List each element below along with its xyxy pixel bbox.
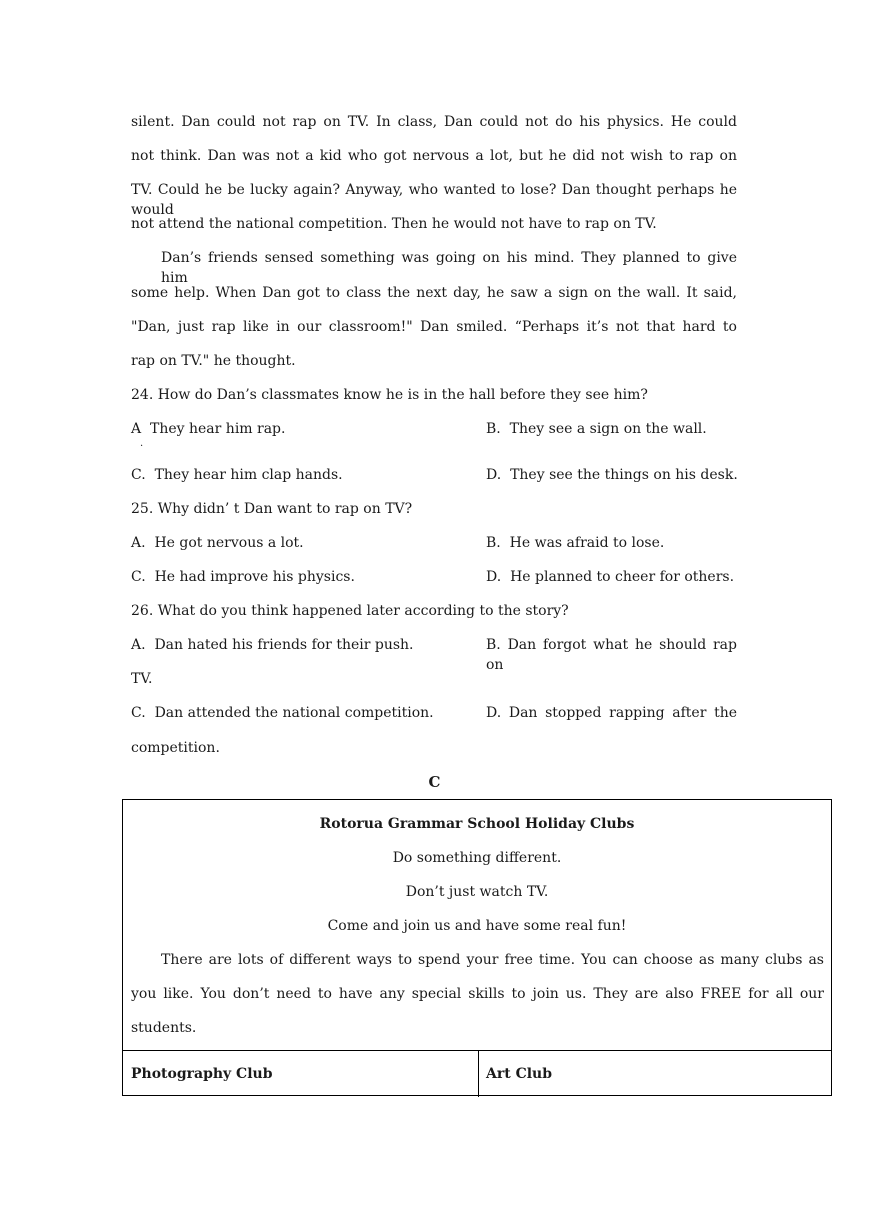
notice-intro-line: you like. You don’t need to have any special skills to join us. They are also FREE for all our: [131, 986, 824, 1002]
clubs-table-row: [123, 1050, 831, 1097]
notice-slogan: Don’t just watch TV.: [405, 884, 549, 900]
option-a: A They hear him rap.: [131, 421, 286, 437]
question-stem: 24. How do Dan’s classmates know he is in the hall before they see him?: [131, 387, 648, 403]
passage-line: Dan’s friends sensed something was going on his mind. They planned to give him: [161, 250, 737, 286]
option-d: D. They see the things on his desk.: [486, 467, 738, 483]
table-divider: [478, 1051, 479, 1097]
option-c: C. Dan attended the national competition.: [131, 705, 434, 721]
option-c: C. They hear him clap hands.: [131, 467, 343, 483]
option-b: B. He was afraid to lose.: [486, 535, 665, 551]
holiday-clubs-notice: [122, 799, 832, 1096]
passage-line: "Dan, just rap like in our classroom!" Dan smiled. “Perhaps it’s not that hard to: [131, 319, 737, 335]
passage-line: rap on TV." he thought.: [131, 353, 296, 369]
passage-line: not attend the national competition. Then he would not have to rap on TV.: [131, 216, 657, 232]
question-stem: 26. What do you think happened later according to the story?: [131, 603, 569, 619]
option-d: D. Dan stopped rapping after the: [486, 705, 737, 721]
passage-line: not think. Dan was not a kid who got nervous a lot, but he did not wish to rap on: [131, 148, 737, 164]
question-stem: 25. Why didn’ t Dan want to rap on TV?: [131, 501, 413, 517]
option-b: B. They see a sign on the wall.: [486, 421, 707, 437]
option-a: A. Dan hated his friends for their push.: [131, 637, 414, 653]
passage-line: silent. Dan could not rap on TV. In class, Dan could not do his physics. He could: [131, 114, 737, 130]
option-c: C. He had improve his physics.: [131, 569, 355, 585]
club-name-photography: Photography Club: [131, 1066, 273, 1082]
notice-intro-line: There are lots of different ways to spend your free time. You can choose as many clubs as: [161, 952, 824, 968]
option-d: D. He planned to cheer for others.: [486, 569, 735, 585]
option-d-continued: competition.: [131, 740, 220, 756]
option-b: B. Dan forgot what he should rap on: [486, 637, 737, 673]
passage-line: TV. Could he be lucky again? Anyway, who wanted to lose? Dan thought perhaps he would: [131, 182, 737, 218]
stray-mark: .: [140, 438, 144, 449]
notice-slogan: Do something different.: [392, 850, 562, 866]
passage-line: some help. When Dan got to class the next day, he saw a sign on the wall. It said,: [131, 285, 737, 301]
notice-title: Rotorua Grammar School Holiday Clubs: [319, 816, 635, 832]
notice-intro-line: students.: [131, 1020, 197, 1036]
section-letter: C: [428, 773, 441, 791]
option-a: A. He got nervous a lot.: [131, 535, 304, 551]
club-name-art: Art Club: [486, 1066, 553, 1082]
option-b-continued: TV.: [131, 671, 153, 687]
notice-slogan: Come and join us and have some real fun!: [327, 918, 627, 934]
